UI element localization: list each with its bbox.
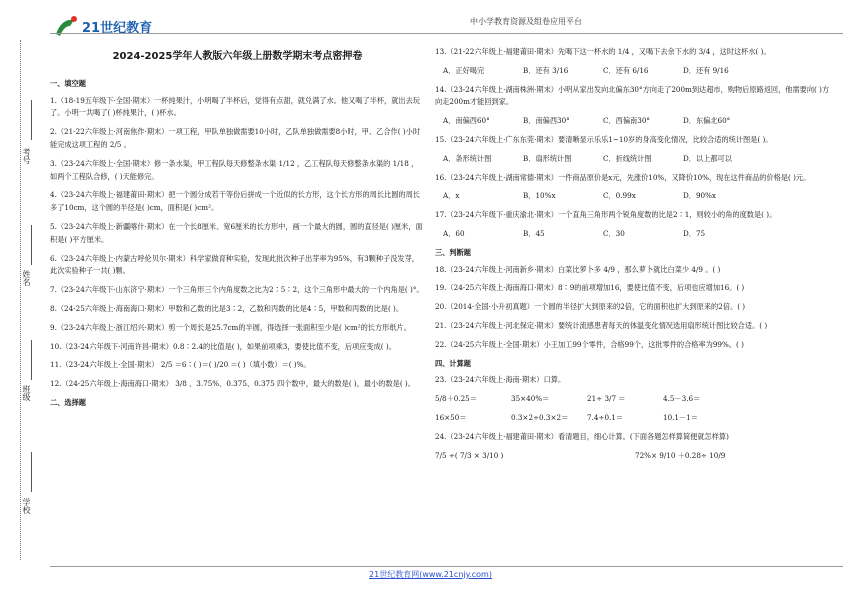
question-21: 21.（23-24六年级上·河北保定·期末）要统计流感患者每天的体温变化情况选用扇形统计图比较合适。( ) — [435, 320, 768, 330]
question-2: 2.（21-22六年级上·河南焦作·期末）一项工程，甲队单独做需要10小时，乙队单独做需要8小时，甲、乙合作( )小时能完成这项工程的 2/5 。 — [50, 127, 421, 149]
calc-item: 5/8＋0.25＝ — [435, 394, 477, 404]
calc-item: 4.5－3.6＝ — [663, 394, 701, 404]
question-16: 16.（23-24六年级上·湖南常德·期末）一件商品原价是x元，先涨价10%，又降价10%，现在这件商品的价格是( )元。 — [435, 172, 811, 182]
calc-row-3 — [435, 450, 835, 463]
calc-item: 7/5 ÷( 7/3 × 3/10 ) — [435, 450, 504, 460]
options-17 — [443, 228, 835, 241]
section-choice: 二、选择题 — [50, 397, 86, 407]
binding-underline — [31, 100, 32, 140]
binding-underline — [31, 340, 32, 380]
calc-row-2 — [435, 412, 835, 425]
option-c: C．西偏南30° — [603, 116, 650, 126]
binding-dotted-line — [20, 40, 21, 560]
section-calc: 四、计算题 — [435, 358, 471, 368]
footer-divider — [50, 566, 843, 567]
options-13 — [443, 65, 835, 78]
question-7: 7.（23-24六年级下·山东济宁·期末）一个三角形三个内角度数之比为2∶5∶2，这个三角形中最大的一个内角是( )°。 — [50, 285, 424, 295]
binding-underline — [31, 225, 32, 265]
option-b: B．10%x — [523, 191, 556, 201]
option-a: A．条形统计图 — [443, 153, 492, 163]
calc-item: 10.1－1＝ — [663, 412, 698, 422]
question-17: 17.（23-24六年级下·重庆渝北·期末）一个直角三角形两个锐角度数的比是2∶1，则较小的角的度数是( )。 — [435, 210, 777, 220]
question-13: 13.（21-22六年级上·福建莆田·期末）先喝下这一杯水的 1/4 ，又喝下去余下水的 3/4 ，这时这杯水( )。 — [435, 47, 771, 56]
footer-link[interactable]: 21世纪教育网(www.21cnjy.com) — [369, 570, 492, 579]
logo-text: 21世纪教育 — [82, 21, 153, 36]
calc-item: 16×50＝ — [435, 412, 467, 422]
option-b: B．45 — [523, 228, 545, 238]
calc-item: 72%× 9/10 ＋0.28÷ 10/9 — [635, 450, 726, 460]
question-3: 3.（23-24六年级上·全国·期末）修一条水渠，甲工程队每天修整条水渠 1/12 ，乙工程队每天修整条水渠的 1/18 ，如两个工程队合修，( )天能修完。 — [50, 158, 419, 181]
option-b: B．南偏西30° — [523, 116, 570, 126]
option-c: C．折线统计图 — [603, 153, 652, 163]
question-6: 6.（23-24六年级上·内蒙古呼伦贝尔·期末）科学家做育种实验，发现此批次种子出芽率为95%，有3颗种子没发芽，此次实验种子一共( )颗。 — [50, 253, 419, 276]
binding-field-name: 姓名 — [22, 270, 31, 286]
binding-field-class: 班级 — [22, 385, 31, 401]
options-14 — [443, 115, 835, 128]
question-22: 22.（24-25六年级上·全国·期末）小王加工99个零件，合格99个，这批零件的合格率为99%。( ) — [435, 339, 744, 349]
binding-underline — [31, 452, 32, 492]
question-8: 8.（24-25六年级上·海南海口·期末）甲数和乙数的比是3∶2，乙数和丙数的比是4∶5，甲数和丙数的比是( )。 — [50, 303, 404, 313]
platform-name: 中小学教育资源及组卷应用平台 — [470, 17, 582, 26]
option-a: A．x — [443, 191, 460, 201]
question-14: 14.（23-24六年级上·湖南株洲·期末）小明从家出发向北偏东30°方向走了200m到达超市，购物后原路返回，他需要向( )方向走200m才能回到家。 — [435, 84, 830, 107]
left-column — [50, 46, 425, 414]
option-a: A．正好喝完 — [443, 65, 485, 75]
options-15 — [443, 153, 835, 166]
logo-icon — [52, 14, 164, 40]
option-d: D．75 — [683, 228, 706, 238]
right-column — [435, 46, 835, 468]
question-24: 24.（23-24六年级上·福建莆田·期末）看清题目，细心计算。(下面各题怎样算简便就怎样算) — [435, 431, 729, 441]
option-d: D．东偏北60° — [683, 116, 731, 126]
question-19: 19.（24-25六年级上·海南海口·期末）8∶9的前项增加16，要使比值不变，后项也应增加16。( ) — [435, 283, 745, 293]
question-18: 18.（23-24六年级上·河南新乡·期末）白菜比萝卜多 4/9 ，那么萝卜就比白菜少 4/9 。( ) — [435, 264, 721, 274]
section-fill: 一、填空题 — [50, 78, 86, 88]
calc-item: 0.3×2÷0.3×2＝ — [511, 412, 569, 422]
question-5: 5.（23-24六年级上·新疆喀什·期末）在一个长8厘米、宽6厘米的长方形中，画一个最大的圆，圆的直径是( )厘米，面积是( )平方厘米。 — [50, 221, 423, 244]
calc-item: 7.4÷0.1＝ — [587, 412, 624, 422]
option-a: A．60 — [443, 228, 465, 238]
option-d: D．以上都可以 — [683, 153, 732, 163]
question-1: 1.（18-19五年级下·全国·期末）一杯纯果汁，小明喝了半杯后，觉得有点甜，就兑满了水。他又喝了半杯，就出去玩了。小明一共喝了( )杯纯果汁，( )杯水。 — [50, 95, 420, 118]
option-c: C．还有 6/16 — [603, 65, 649, 75]
option-a: A．南偏西60° — [443, 116, 490, 126]
question-12: 12.（24-25六年级上·海南海口·期末） 3/8 、3.75%、0.375、0.37̇5 四个数中，最大的数是( )，最小的数是( )。 — [50, 379, 415, 389]
options-16 — [443, 190, 835, 203]
option-c: C．30 — [603, 228, 625, 238]
question-11: 11.（23-24六年级上·全国·期末） 2/5 ＝6∶( )＝( )/20 ＝( )（填小数）＝( )%。 — [50, 360, 311, 370]
calc-row-1 — [435, 393, 835, 406]
question-10: 10.（23-24六年级下·河南许昌·期末）0.8∶2.4的比值是( )，如果前项乘3，要使比值不变，后项应变成( )。 — [50, 341, 396, 351]
option-c: C．0.99x — [603, 191, 636, 201]
question-20: 20.（2014·全国·小升初真题）一个圆的半径扩大到原来的2倍，它的面积也扩大到原来的2倍。( ) — [435, 302, 746, 312]
option-b: B．还有 3/16 — [523, 65, 569, 75]
calc-item: 35×40%＝ — [511, 394, 550, 404]
binding-field-exam-no: 考号 — [22, 148, 31, 164]
document-title: 2024-2025学年人教版六年级上册数学期末考点密押卷 — [112, 51, 363, 62]
calc-item: 21÷ 3/7 ＝ — [587, 394, 626, 404]
option-d: D．90%x — [683, 191, 716, 201]
option-b: B．扇形统计图 — [523, 153, 572, 163]
header-divider — [50, 33, 843, 34]
question-15: 15.（23-24六年级上·广东东莞·期末）要清晰显示乐乐1~10岁的身高变化情况，比较合适的统计图是( )。 — [435, 134, 773, 144]
section-judge: 三、判断题 — [435, 247, 471, 257]
question-9: 9.（23-24六年级上·浙江绍兴·期末）剪一个周长是25.7cm的半圆，得选择一张面积至少是( )cm²的长方形纸片。 — [50, 322, 411, 332]
option-d: D．还有 9/16 — [683, 65, 729, 75]
question-4: 4.（23-24六年级上·福建莆田·期末）把一个圆分成若干等份后拼成一个近似的长方形，这个长方形的周长比圆的周长多了10cm，这个圆的半径是( )cm，面积是( )cm²。 — [50, 190, 420, 213]
question-23: 23.（23-24六年级上·海南·期末）口算。 — [435, 375, 566, 385]
binding-field-school: 学校 — [22, 498, 31, 514]
